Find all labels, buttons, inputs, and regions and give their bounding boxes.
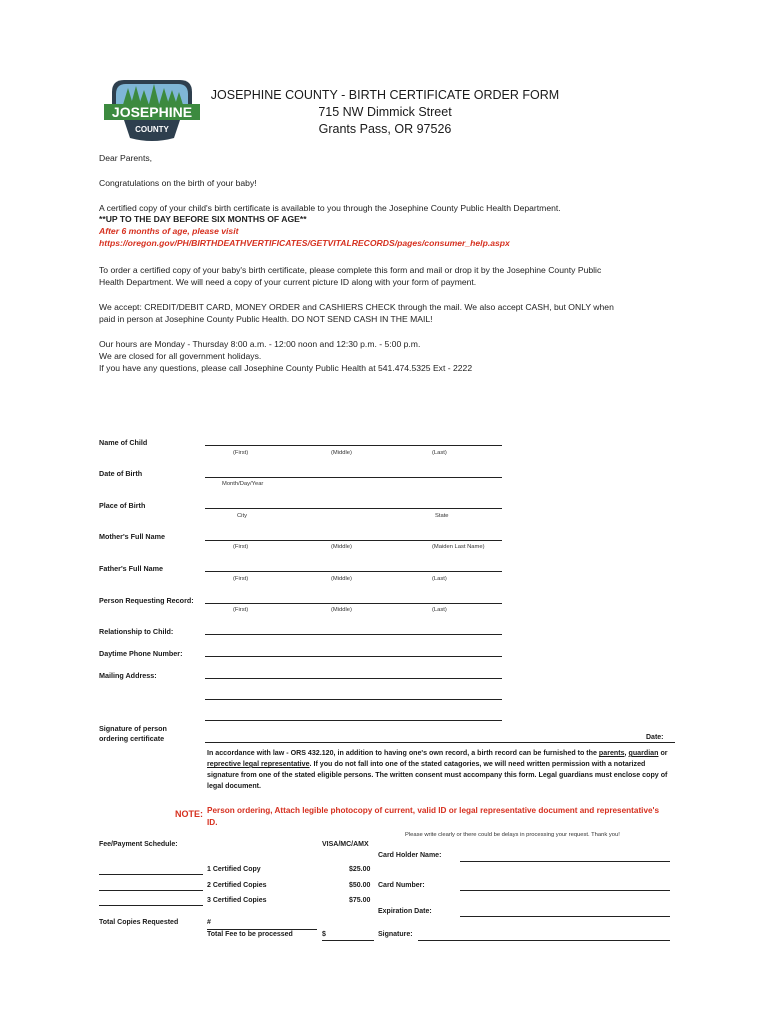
copies-hash: #	[207, 919, 211, 926]
first-sub: (First)	[233, 450, 249, 456]
signature-line[interactable]	[205, 742, 675, 743]
card-holder-line[interactable]	[460, 861, 670, 862]
name-of-child-line[interactable]	[205, 445, 502, 446]
state-sub: State	[435, 513, 449, 519]
last-sub: (Last)	[432, 450, 447, 456]
order-instructions-1: To order a certified copy of your baby's birth certificate, please complete this form and mail or drop it by the Josephine County Public	[99, 265, 602, 275]
legal-notice: In accordance with law - ORS 432.120, in addition to having one's own record, a birth record can be furnished to the parents, guardian or reprective legal representative. If you do not fall into one of the stated catagories, we will need written permission with a notarized signature from one of the stated eligible persons. The written consent must accompany this form. Legal guardians must enclose copy of legal document.	[207, 749, 668, 790]
josephine-county-logo	[104, 78, 200, 142]
availability-text: A certified copy of your child's birth certificate is available to you through the Josephine County Public Health Department.	[99, 203, 561, 213]
contact-phone-text: If you have any questions, please call Josephine County Public Health at 541.474.5325 Ext - 2222	[99, 363, 473, 373]
mailing-address-line-3[interactable]	[205, 720, 502, 721]
mailing-address-line-2[interactable]	[205, 699, 502, 700]
fee-schedule-label: Fee/Payment Schedule:	[99, 841, 178, 848]
legal-representative: reprective legal representative	[207, 760, 310, 768]
write-clearly-note: Please write clearly or there could be delays in processing your request. Thank you!	[405, 832, 620, 838]
expiration-line[interactable]	[460, 916, 670, 917]
mother-maiden-sub: (Maiden Last Name)	[432, 544, 485, 550]
payment-accepted-2: paid in person at Josephine County Public Health. DO NOT SEND CASH IN THE MAIL!	[99, 314, 433, 324]
name-of-child-label: Name of Child	[99, 438, 148, 447]
expiration-label: Expiration Date:	[378, 908, 432, 915]
two-copies-label: 2 Certified Copies	[207, 882, 267, 889]
requester-last-sub: (Last)	[432, 607, 447, 613]
father-last-sub: (Last)	[432, 576, 447, 582]
note-text-2: ID.	[207, 818, 218, 827]
card-holder-label: Card Holder Name:	[378, 852, 442, 859]
city-sub: City	[237, 513, 247, 519]
mother-name-label: Mother's Full Name	[99, 532, 166, 541]
one-copy-label: 1 Certified Copy	[207, 866, 261, 873]
age-limit-text: **UP TO THE DAY BEFORE SIX MONTHS OF AGE**	[99, 214, 307, 224]
one-copy-price: $25.00	[349, 866, 371, 873]
card-signature-line[interactable]	[418, 940, 670, 941]
relationship-line[interactable]	[205, 634, 502, 635]
requester-first-sub: (First)	[233, 607, 249, 613]
requester-middle-sub: (Middle)	[331, 607, 352, 613]
mother-name-line[interactable]	[205, 540, 502, 541]
address-street: 715 NW Dimmick Street	[318, 105, 452, 119]
one-copy-qty-line[interactable]	[99, 874, 203, 875]
logo-text-top: JOSEPHINE	[111, 104, 193, 120]
father-name-label: Father's Full Name	[99, 564, 164, 573]
card-signature-label: Signature:	[378, 931, 413, 938]
total-copies-label: Total Copies Requested	[99, 919, 179, 926]
father-middle-sub: (Middle)	[331, 576, 352, 582]
two-copies-qty-line[interactable]	[99, 890, 203, 891]
note-text-1: Person ordering, Attach legible photocopy of current, valid ID or legal representative document and representative's	[207, 806, 660, 815]
phone-line[interactable]	[205, 656, 502, 657]
payment-accepted-1: We accept: CREDIT/DEBIT CARD, MONEY ORDER and CASHIERS CHECK through the mail. We also accept CASH, but ONLY when	[99, 302, 614, 312]
middle-sub: (Middle)	[331, 450, 352, 456]
three-copies-label: 3 Certified Copies	[207, 897, 267, 904]
total-copies-line[interactable]	[207, 929, 317, 930]
father-name-line[interactable]	[205, 571, 502, 572]
requester-line[interactable]	[205, 603, 502, 604]
holidays-closed: We are closed for all government holidays.	[99, 351, 262, 361]
order-instructions-2: Health Department. We will need a copy of your current picture ID along with your form of payment.	[99, 277, 477, 287]
note-label: NOTE:	[175, 809, 203, 819]
signature-label-2: ordering certificate	[99, 734, 165, 743]
total-fee-line[interactable]	[322, 940, 374, 941]
total-fee-dollar: $	[322, 931, 326, 938]
congrats-text: Congratulations on the birth of your baby!	[99, 178, 257, 188]
three-copies-qty-line[interactable]	[99, 905, 203, 906]
legal-guardian: guardian	[628, 749, 659, 757]
signature-label-1: Signature of person	[99, 724, 167, 733]
mailing-address-line-1[interactable]	[205, 678, 502, 679]
card-number-line[interactable]	[460, 890, 670, 891]
logo-text-bottom: COUNTY	[135, 125, 169, 134]
mailing-address-label: Mailing Address:	[99, 671, 157, 680]
address-city: Grants Pass, OR 97526	[318, 122, 452, 136]
mother-middle-sub: (Middle)	[331, 544, 352, 550]
relationship-label: Relationship to Child:	[99, 627, 174, 636]
greeting: Dear Parents,	[99, 153, 153, 163]
dob-sub: Month/Day/Year	[222, 481, 264, 487]
father-first-sub: (First)	[233, 576, 249, 582]
legal-parents: parents	[598, 749, 625, 757]
two-copies-price: $50.00	[349, 882, 371, 889]
phone-label: Daytime Phone Number:	[99, 649, 183, 658]
card-number-label: Card Number:	[378, 882, 425, 889]
total-fee-label: Total Fee to be processed	[207, 931, 293, 938]
place-of-birth-label: Place of Birth	[99, 501, 146, 510]
form-title: JOSEPHINE COUNTY - BIRTH CERTIFICATE ORDER FORM	[210, 88, 560, 102]
three-copies-price: $75.00	[349, 897, 371, 904]
office-hours: Our hours are Monday - Thursday 8:00 a.m. - 12:00 noon and 12:30 p.m. - 5:00 p.m.	[99, 339, 421, 349]
mother-first-sub: (First)	[233, 544, 249, 550]
place-of-birth-line[interactable]	[205, 508, 502, 509]
cards-accepted: VISA/MC/AMX	[322, 841, 369, 848]
vital-records-link[interactable]: https://oregon.gov/PH/BIRTHDEATHVERTIFICATES/GETVITALRECORDS/pages/consumer_help.aspx	[99, 238, 510, 248]
date-of-birth-line[interactable]	[205, 477, 502, 478]
date-of-birth-label: Date of Birth	[99, 469, 143, 478]
after-six-months-text: After 6 months of age, please visit	[99, 226, 239, 236]
requester-label: Person Requesting Record:	[99, 596, 194, 605]
date-label: Date:	[646, 734, 664, 741]
